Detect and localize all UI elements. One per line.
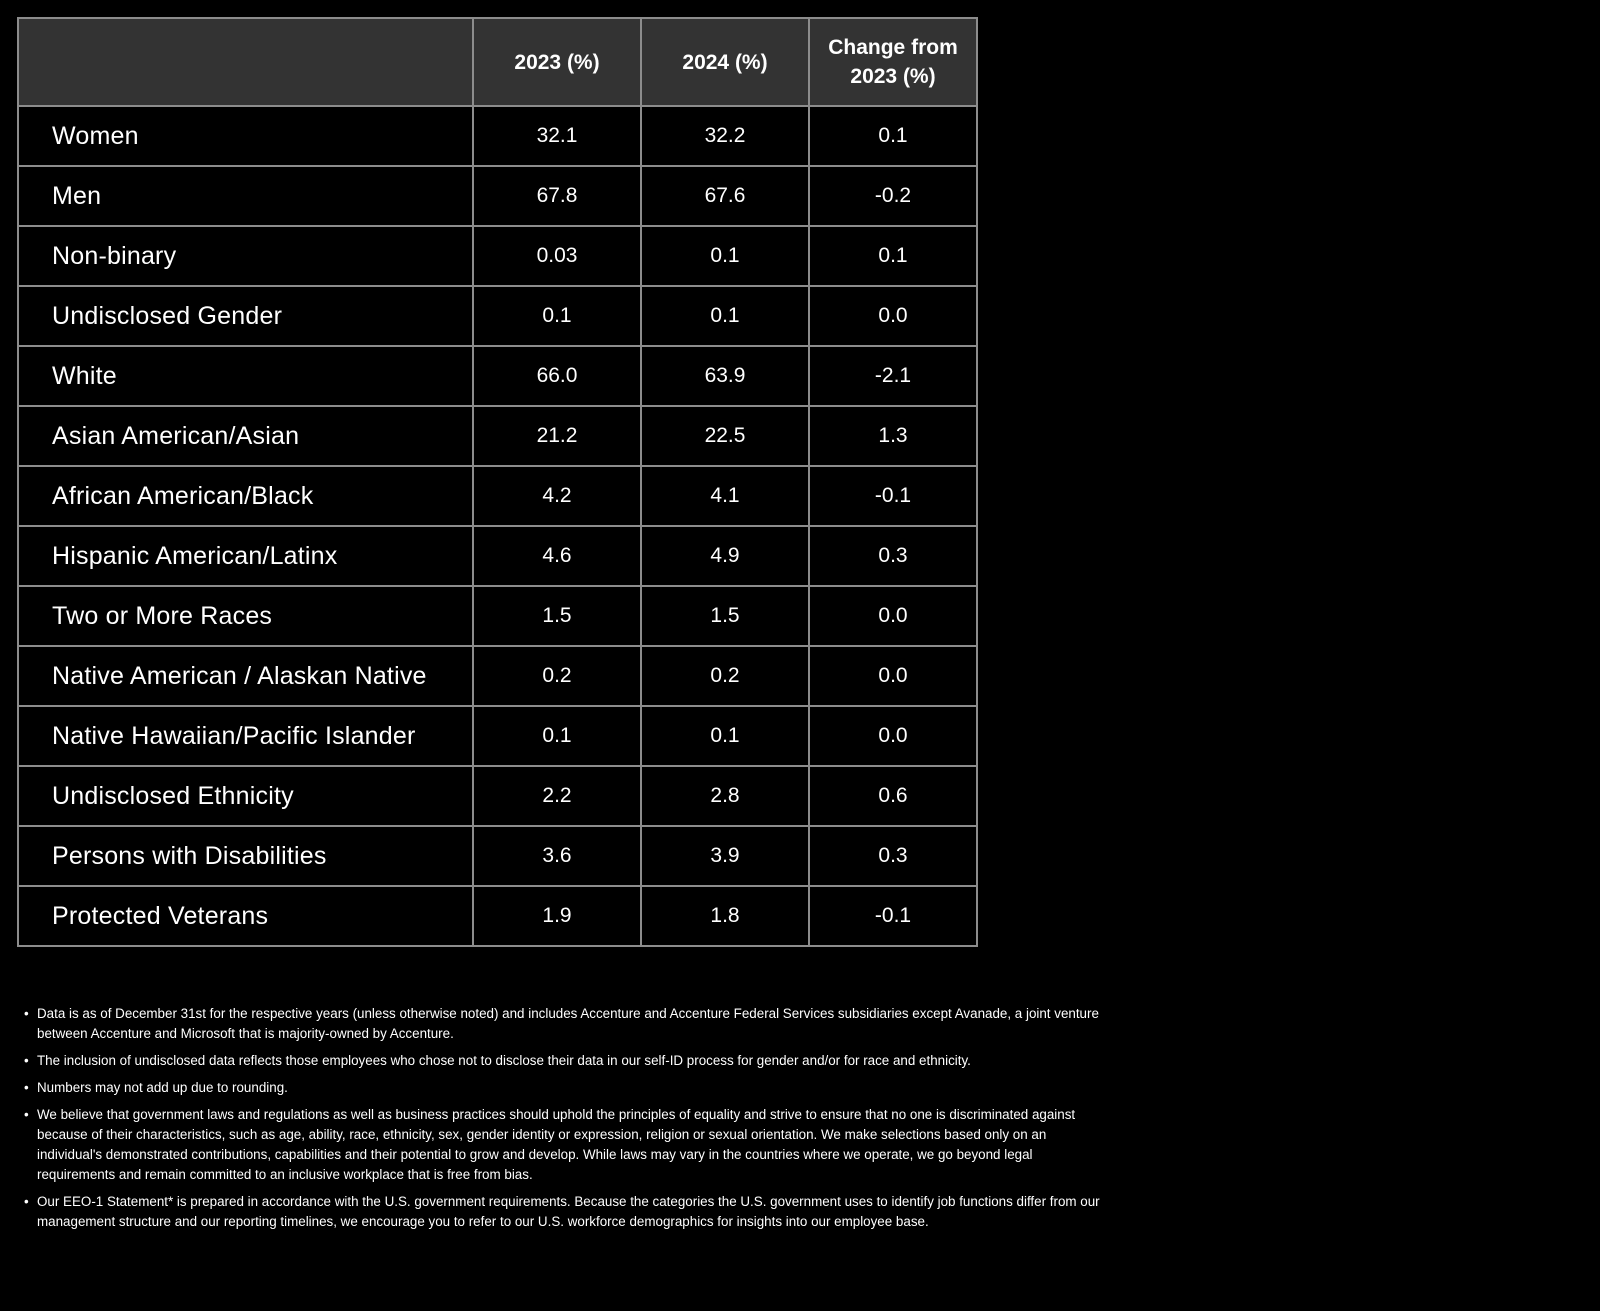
row-2023-value: 0.03 xyxy=(473,226,641,286)
footnote-item xyxy=(24,1105,1114,1185)
row-2024-value: 0.2 xyxy=(641,646,809,706)
row-2024-value: 22.5 xyxy=(641,406,809,466)
row-2023-value: 0.1 xyxy=(473,706,641,766)
row-2023-value: 4.2 xyxy=(473,466,641,526)
row-2024-value: 32.2 xyxy=(641,106,809,166)
row-2024-value: 67.6 xyxy=(641,166,809,226)
table-row xyxy=(18,406,977,466)
footnote-item xyxy=(24,1192,1114,1232)
table-row xyxy=(18,466,977,526)
row-change-value: 0.0 xyxy=(809,646,977,706)
row-2024-value: 2.8 xyxy=(641,766,809,826)
footnote-text: Data is as of December 31st for the respective years (unless otherwise noted) and includes Accenture and Accenture Federal Services subsidiaries except Avanade, a joint venture between Accenture and Microsoft that is majority-owned by Accenture. xyxy=(37,1006,1099,1041)
row-2024-value: 1.5 xyxy=(641,586,809,646)
table-body xyxy=(18,106,977,946)
table-row xyxy=(18,226,977,286)
row-change-value: 0.1 xyxy=(809,106,977,166)
bullet-icon: • xyxy=(24,1006,29,1021)
table-row xyxy=(18,346,977,406)
row-category-cell: Undisclosed Gender xyxy=(18,286,473,346)
demographics-table xyxy=(17,17,978,947)
footnote-item xyxy=(24,1051,1114,1071)
row-2024-value: 63.9 xyxy=(641,346,809,406)
row-2023-value: 0.2 xyxy=(473,646,641,706)
bullet-icon: • xyxy=(24,1194,29,1209)
row-2023-value: 1.5 xyxy=(473,586,641,646)
row-category-cell: African American/Black xyxy=(18,466,473,526)
row-change-value: 0.0 xyxy=(809,586,977,646)
row-change-value: 0.1 xyxy=(809,226,977,286)
row-category-cell: Persons with Disabilities xyxy=(18,826,473,886)
row-change-value: 1.3 xyxy=(809,406,977,466)
table-row xyxy=(18,766,977,826)
row-category-cell: Hispanic American/Latinx xyxy=(18,526,473,586)
row-2024-value: 4.9 xyxy=(641,526,809,586)
bullet-icon: • xyxy=(24,1080,29,1095)
row-category-cell: Undisclosed Ethnicity xyxy=(18,766,473,826)
footnote-text: We believe that government laws and regulations as well as business practices should uphold the principles of equality and strive to ensure that no one is discriminated against because of their characteristics, such as age, ability, race, ethnicity, sex, gender identity or expression, religion or sexual orientation. We make selections based only on an individual's demonstrated contributions, capabilities and their potential to grow and develop. While laws may vary in the countries where we operate, we go beyond legal requirements and remain committed to an inclusive workplace that is free from bias. xyxy=(37,1107,1076,1182)
row-change-value: -0.1 xyxy=(809,466,977,526)
footnote-item xyxy=(24,1078,1114,1098)
row-change-value: -2.1 xyxy=(809,346,977,406)
footnote-item xyxy=(24,1004,1114,1044)
row-change-value: 0.3 xyxy=(809,526,977,586)
row-2023-value: 3.6 xyxy=(473,826,641,886)
row-category-cell: Two or More Races xyxy=(18,586,473,646)
row-category-cell: Asian American/Asian xyxy=(18,406,473,466)
row-2023-value: 4.6 xyxy=(473,526,641,586)
table-row xyxy=(18,286,977,346)
row-change-value: 0.0 xyxy=(809,286,977,346)
row-2024-value: 4.1 xyxy=(641,466,809,526)
row-2024-value: 3.9 xyxy=(641,826,809,886)
table-row xyxy=(18,166,977,226)
row-change-value: -0.1 xyxy=(809,886,977,946)
row-category-cell: Protected Veterans xyxy=(18,886,473,946)
row-change-value: 0.6 xyxy=(809,766,977,826)
table-row xyxy=(18,826,977,886)
row-2023-value: 21.2 xyxy=(473,406,641,466)
row-category-cell: Men xyxy=(18,166,473,226)
row-2023-value: 2.2 xyxy=(473,766,641,826)
table-header-row xyxy=(18,18,977,106)
table-row xyxy=(18,706,977,766)
row-2023-value: 66.0 xyxy=(473,346,641,406)
header-change: Change from 2023 (%) xyxy=(809,18,977,106)
table-row xyxy=(18,586,977,646)
row-category-cell: Native Hawaiian/Pacific Islander xyxy=(18,706,473,766)
footnote-text: Numbers may not add up due to rounding. xyxy=(37,1080,288,1095)
header-2024: 2024 (%) xyxy=(641,18,809,106)
row-2024-value: 0.1 xyxy=(641,226,809,286)
table-row xyxy=(18,646,977,706)
footnotes-list xyxy=(24,1004,1114,1239)
row-category-cell: White xyxy=(18,346,473,406)
table-row xyxy=(18,526,977,586)
row-2024-value: 0.1 xyxy=(641,286,809,346)
row-category-cell: Women xyxy=(18,106,473,166)
header-2023: 2023 (%) xyxy=(473,18,641,106)
header-category xyxy=(18,18,473,106)
row-2024-value: 0.1 xyxy=(641,706,809,766)
row-change-value: 0.0 xyxy=(809,706,977,766)
table-row xyxy=(18,886,977,946)
footnote-text: Our EEO-1 Statement* is prepared in accordance with the U.S. government requirements. Because the categories the U.S. government uses to identify job functions differ from our management structure and our reporting timelines, we encourage you to refer to our U.S. workforce demographics for insights into our employee base. xyxy=(37,1194,1100,1229)
row-2023-value: 1.9 xyxy=(473,886,641,946)
row-2023-value: 0.1 xyxy=(473,286,641,346)
row-category-cell: Native American / Alaskan Native xyxy=(18,646,473,706)
footnote-text: The inclusion of undisclosed data reflects those employees who chose not to disclose their data in our self-ID process for gender and/or for race and ethnicity. xyxy=(37,1053,971,1068)
row-category-cell: Non-binary xyxy=(18,226,473,286)
row-2023-value: 32.1 xyxy=(473,106,641,166)
bullet-icon: • xyxy=(24,1053,29,1068)
row-2023-value: 67.8 xyxy=(473,166,641,226)
row-2024-value: 1.8 xyxy=(641,886,809,946)
row-change-value: -0.2 xyxy=(809,166,977,226)
row-change-value: 0.3 xyxy=(809,826,977,886)
table-row xyxy=(18,106,977,166)
bullet-icon: • xyxy=(24,1107,29,1122)
